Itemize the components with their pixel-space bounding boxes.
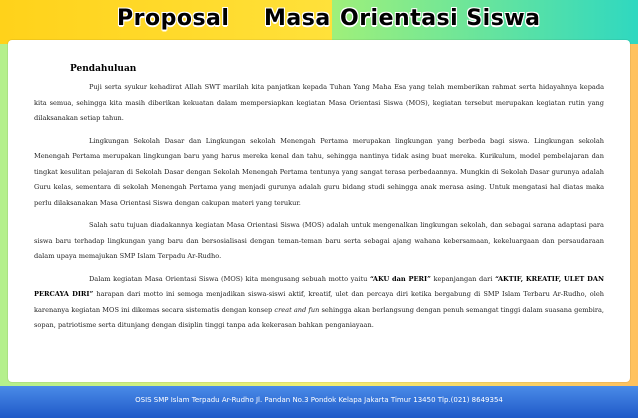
paragraph-4 xyxy=(34,272,604,334)
footer-bar xyxy=(0,386,638,418)
paragraph-1: Puji serta syukur kehadirat Allah SWT marilah kita panjatkan kepada Tuhan Yang Maha Esa yang telah memberikan rahmat serta hidayahnya kepada kita semua, sehingga kita masih diberikan kekuatan dalam mempersiapkan kegiatan Masa Orientasi Siswa (MOS), kegiatan tersebut merupakan kegiatan rutin yang dilaksanakan setiap tahun. xyxy=(34,83,604,122)
body-text xyxy=(34,80,604,341)
paragraph-4-part-c: harapan dari motto ini semoga menjadikan siswa-siswi aktif, kreatif, ulet dan percaya diri ketika bergabung di SMP Islam Terbaru Ar-Rudho, oleh karenanya kegiatan MOS ini dikemas secara sistematis dengan konsep xyxy=(34,290,604,314)
footer-address: OSIS SMP Islam Terpadu Ar-Rudho Jl. Pandan No.3 Pondok Kelapa Jakarta Timur 13450 Tlp.(021) 8649354 xyxy=(135,396,503,404)
paragraph-2: Lingkungan Sekolah Dasar dan Lingkungan sekolah Menengah Pertama merupakan lingkungan yang berbeda bagi siswa. Lingkungan sekolah Menengah Pertama merupakan lingkungan baru yang harus mereka kenal dan tahu, sehingga nantinya tidak asing buat mereka. Kurikulum, model pembelajaran dan tingkat kesulitan pelajaran di Sekolah Dasar dengan Sekolah Menengah Pertama tentunya yang sangat terasa perbedaannya. Mungkin di Sekolah Dasar gurunya adalah Guru kelas, sementara di sekolah Menengah Pertama yang menjadi gurunya adalah guru bidang studi sehingga anak merasa asing. Untuk mengatasi hal diatas maka perlu dilaksanakan Masa Orientasi Siswa dengan cakupan materi yang terukur. xyxy=(34,136,604,207)
title-masa: Masa xyxy=(264,6,331,31)
motto-expansion: “AKTIF, KREATIF, ULET DAN PERCAYA DIRI” xyxy=(34,274,605,298)
header-banner xyxy=(0,0,638,44)
concept-phrase: creat and fun xyxy=(274,305,320,314)
title-orientasi-siswa: Orientasi Siswa xyxy=(340,6,541,31)
section-heading: Pendahuluan xyxy=(70,64,137,74)
motto: “AKU dan PERI” xyxy=(369,274,431,283)
paragraph-3: Salah satu tujuan diadakannya kegiatan Masa Orientasi Siswa (MOS) adalah untuk mengenalkan lingkungan sekolah, dan sebagai sarana adaptasi para siswa baru terhadap lingkungan yang baru dan bersosialisasi dengan teman-teman baru serta sebagai ajang wahana kebersamaan, kekeluargaan dan persaudaraan dalam upaya memajukan SMP Islam Terpadu Ar-Rudho. xyxy=(34,221,604,260)
paragraph-4-part-a: Dalam kegiatan Masa Orientasi Siswa (MOS) kita mengusang sebuah motto yaitu xyxy=(89,274,370,283)
title-proposal: Proposal xyxy=(117,6,230,31)
paragraph-4-part-b: kepanjangan dari xyxy=(430,274,496,283)
paragraph-4-part-d: sehingga akan berlangsung dengan penuh semangat tinggi dalam suasana gembira, sopan, patriotisme serta ditunjang dengan disiplin tinggi tanpa ada kekerasan bahkan penganiayaan. xyxy=(34,305,604,329)
